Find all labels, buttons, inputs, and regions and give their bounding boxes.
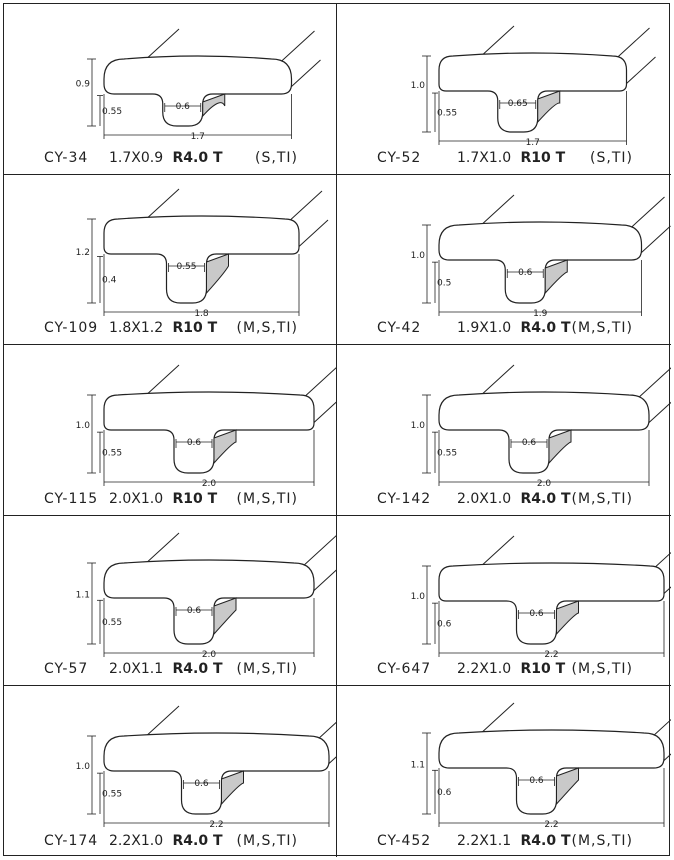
profile-drawing: [337, 516, 671, 661]
height-dimension: 1.0: [410, 421, 425, 431]
profile-caption: [337, 661, 671, 679]
profile-cell: [4, 516, 337, 687]
profile-size: 1.9X1.0: [457, 320, 512, 336]
profile-size: 2.2X1.0: [457, 661, 512, 677]
height-dimension: 1.0: [75, 762, 90, 772]
lower-dimension: 0.55: [102, 106, 123, 117]
profile-outline: [104, 560, 314, 644]
profile-code: CY-52: [377, 149, 422, 166]
height-dimension: 1.0: [410, 250, 425, 261]
profile-caption: [337, 833, 671, 851]
lower-dimension: 0.55: [437, 448, 458, 459]
lower-dimension: 0.6: [437, 788, 452, 799]
extrusion-line: [302, 367, 337, 399]
profile-caption: [4, 833, 336, 851]
profile-code: CY-142: [377, 490, 432, 507]
height-dimension: 1.0: [410, 81, 425, 91]
profile-size: 2.2X1.0: [109, 832, 164, 849]
extrusion-line: [280, 31, 315, 63]
profile-materials: (M,S,TI): [571, 832, 633, 849]
profile-radius: R4.0 T: [520, 490, 571, 507]
profile-caption: [4, 320, 336, 338]
profile-code: CY-34: [44, 149, 89, 166]
profile-caption: [4, 150, 336, 168]
profile-radius: R4.0 T: [520, 832, 571, 849]
profile-size: 2.0X1.0: [109, 490, 164, 507]
profile-outline: [439, 222, 642, 303]
profile-radius: R4.0 T: [172, 661, 223, 677]
height-dimension: 0.9: [75, 79, 90, 90]
groove-shading: [557, 601, 579, 634]
extrusion-line: [317, 708, 337, 740]
height-dimension: 1.0: [410, 591, 425, 602]
profile-outline: [104, 56, 292, 126]
groove-shading: [222, 771, 244, 804]
groove-shading: [214, 598, 236, 634]
width-dimension: 2.2: [544, 649, 559, 660]
width-dimension: 1.7: [190, 132, 205, 142]
width-dimension: 2.0: [201, 649, 217, 660]
extrusion-line: [302, 535, 337, 567]
neck-dimension: 0.6: [518, 267, 533, 278]
profile-cell: [337, 4, 671, 175]
neck-dimension: 0.6: [175, 102, 190, 112]
profile-radius: R10 T: [520, 149, 566, 166]
profile-drawing: [337, 4, 671, 149]
profile-materials: (M,S,TI): [236, 490, 298, 507]
extrusion-line: [615, 28, 650, 60]
profile-outline: [104, 392, 314, 473]
profile-outline: [439, 563, 664, 644]
extrusion-line: [652, 705, 671, 737]
groove-shading: [557, 768, 579, 804]
profile-materials: (M,S,TI): [571, 320, 633, 336]
profile-cell: [337, 516, 671, 687]
width-dimension: 2.2: [209, 820, 224, 830]
neck-dimension: 0.6: [529, 608, 544, 619]
width-dimension: 2.0: [536, 479, 552, 489]
neck-dimension: 0.6: [186, 605, 202, 616]
profile-cell: [4, 175, 337, 346]
width-dimension: 1.9: [533, 308, 548, 319]
width-dimension: 1.7: [525, 138, 540, 148]
profile-outline: [104, 216, 299, 303]
extrusion-line: [630, 197, 665, 229]
profile-materials: (M,S,TI): [571, 661, 633, 677]
profile-size: 1.7X0.9: [109, 149, 164, 166]
width-dimension: 1.8: [194, 308, 209, 319]
profile-caption: [337, 491, 671, 509]
groove-shading: [207, 254, 229, 293]
groove-shading: [538, 91, 560, 122]
groove-shading: [549, 430, 571, 463]
lower-dimension: 0.55: [437, 108, 458, 119]
profile-drawing: [4, 4, 337, 149]
neck-dimension: 0.6: [194, 779, 209, 789]
width-dimension: 2.2: [544, 820, 559, 830]
extrusion-line: [637, 367, 671, 399]
profile-caption: [4, 661, 336, 679]
profile-caption: [337, 320, 671, 338]
profile-drawing: [4, 686, 337, 831]
neck-dimension: 0.55: [176, 261, 197, 272]
profile-code: CY-174: [44, 832, 99, 849]
profile-radius: R4.0 T: [520, 320, 571, 336]
profile-size: 2.0X1.0: [457, 490, 512, 507]
height-dimension: 1.0: [75, 421, 90, 431]
profile-size: 2.0X1.1: [109, 661, 164, 677]
groove-shading: [203, 94, 225, 116]
profile-outline: [439, 392, 649, 473]
lower-dimension: 0.5: [437, 278, 452, 289]
width-dimension: 2.0: [201, 479, 217, 489]
profile-materials: (S,TI): [255, 149, 298, 166]
profile-code: CY-115: [44, 490, 99, 507]
groove-shading: [214, 430, 236, 463]
profile-outline: [104, 733, 329, 814]
profile-materials: (M,S,TI): [571, 490, 633, 507]
profile-materials: (M,S,TI): [236, 661, 298, 677]
profile-code: CY-647: [377, 661, 432, 677]
profile-drawing: [337, 345, 671, 490]
groove-shading: [545, 260, 567, 293]
profile-materials: (M,S,TI): [236, 320, 298, 336]
profile-catalog-grid: [3, 3, 670, 856]
profile-radius: R10 T: [172, 320, 218, 336]
profile-outline: [439, 730, 664, 814]
profile-code: CY-42: [377, 320, 422, 336]
profile-cell: [337, 345, 671, 516]
profile-cell: [4, 4, 337, 175]
height-dimension: 1.1: [410, 760, 425, 771]
profile-cell: [337, 686, 671, 857]
profile-drawing: [4, 175, 337, 320]
neck-dimension: 0.6: [529, 776, 544, 786]
profile-outline: [439, 53, 627, 132]
profile-size: 1.7X1.0: [457, 149, 512, 166]
lower-dimension: 0.4: [102, 275, 117, 286]
height-dimension: 1.1: [75, 590, 90, 600]
lower-dimension: 0.55: [102, 789, 123, 800]
profile-radius: R4.0 T: [172, 149, 223, 166]
profile-code: CY-109: [44, 320, 99, 336]
neck-dimension: 0.65: [507, 99, 528, 109]
profile-size: 2.2X1.1: [457, 832, 512, 849]
lower-dimension: 0.55: [102, 448, 123, 459]
profile-drawing: [337, 175, 671, 320]
profile-cell: [337, 175, 671, 346]
extrusion-line: [287, 191, 322, 223]
profile-caption: [4, 491, 336, 509]
profile-radius: R10 T: [172, 490, 218, 507]
lower-dimension: 0.55: [102, 617, 123, 628]
extrusion-line: [652, 538, 671, 570]
neck-dimension: 0.6: [186, 438, 202, 448]
profile-materials: (M,S,TI): [236, 832, 298, 849]
lower-dimension: 0.6: [437, 619, 452, 630]
profile-code: CY-57: [44, 661, 89, 677]
profile-materials: (S,TI): [590, 149, 633, 166]
profile-cell: [4, 345, 337, 516]
profile-radius: R10 T: [520, 661, 566, 677]
neck-dimension: 0.6: [521, 438, 537, 448]
profile-cell: [4, 686, 337, 857]
profile-size: 1.8X1.2: [109, 320, 164, 336]
profile-radius: R4.0 T: [172, 832, 223, 849]
profile-drawing: [337, 686, 671, 831]
profile-code: CY-452: [377, 832, 432, 849]
profile-drawing: [4, 516, 337, 661]
height-dimension: 1.2: [75, 247, 90, 258]
profile-caption: [337, 150, 671, 168]
profile-drawing: [4, 345, 337, 490]
